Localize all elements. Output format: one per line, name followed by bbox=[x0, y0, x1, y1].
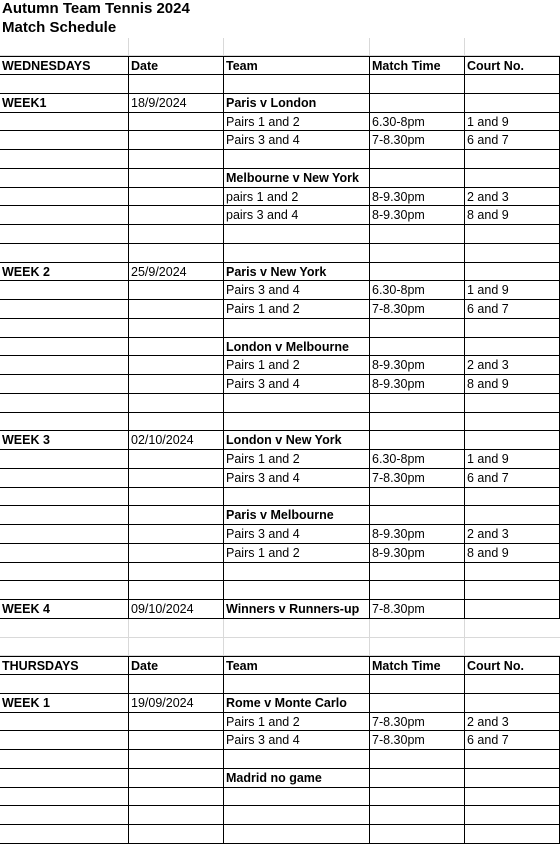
court-cell bbox=[464, 750, 560, 768]
day-cell bbox=[0, 150, 128, 168]
team-cell: Pairs 3 and 4 bbox=[223, 375, 369, 393]
table-row bbox=[0, 731, 560, 750]
court-cell: 6 and 7 bbox=[464, 131, 560, 149]
date-cell bbox=[128, 525, 223, 543]
court-cell bbox=[464, 413, 560, 431]
court-cell: 1 and 9 bbox=[464, 450, 560, 468]
match-time-cell bbox=[369, 694, 464, 712]
thursday-header-day-cell: THURSDAYS bbox=[2, 659, 79, 674]
team-cell bbox=[223, 675, 369, 693]
court-cell: 2 and 3 bbox=[464, 188, 560, 206]
date-cell bbox=[128, 488, 223, 506]
court-cell bbox=[464, 431, 560, 449]
match-time-cell: 8-9.30pm bbox=[369, 356, 464, 374]
court-cell: 1 and 9 bbox=[464, 281, 560, 299]
court-cell: 6 and 7 bbox=[464, 469, 560, 487]
team-cell bbox=[223, 750, 369, 768]
table-row bbox=[0, 113, 560, 132]
team-cell: Paris v New York bbox=[223, 263, 369, 281]
day-cell bbox=[0, 356, 128, 374]
date-cell: 18/9/2024 bbox=[128, 94, 223, 112]
date-cell: 09/10/2024 bbox=[128, 600, 223, 618]
date-cell bbox=[128, 131, 223, 149]
day-cell bbox=[0, 825, 128, 843]
court-cell bbox=[464, 150, 560, 168]
day-cell: WEEK 4 bbox=[2, 602, 50, 616]
team-cell bbox=[223, 488, 369, 506]
date-cell bbox=[128, 75, 223, 93]
day-cell bbox=[0, 731, 128, 749]
court-cell: 2 and 3 bbox=[464, 356, 560, 374]
match-time-cell: 7-8.30pm bbox=[369, 300, 464, 318]
court-cell: 6 and 7 bbox=[464, 300, 560, 318]
day-cell: WEEK 1 bbox=[2, 695, 50, 710]
table-row bbox=[0, 394, 560, 413]
wednesday-header-match-time-cell: Match Time bbox=[369, 57, 464, 74]
date-cell bbox=[128, 675, 223, 693]
court-cell bbox=[464, 263, 560, 281]
court-cell bbox=[464, 806, 560, 824]
date-cell bbox=[128, 225, 223, 243]
date-cell bbox=[128, 506, 223, 524]
match-time-cell: 7-8.30pm bbox=[369, 600, 464, 618]
table-row bbox=[0, 769, 560, 788]
day-cell bbox=[0, 525, 128, 543]
day-cell bbox=[0, 581, 128, 599]
table-row bbox=[0, 506, 560, 525]
day-cell bbox=[0, 450, 128, 468]
court-cell bbox=[464, 600, 560, 618]
date-cell bbox=[128, 188, 223, 206]
day-cell bbox=[0, 113, 128, 131]
court-cell bbox=[464, 694, 560, 712]
sheet-subtitle: Match Schedule bbox=[2, 18, 117, 36]
match-time-cell bbox=[369, 825, 464, 843]
team-cell: Pairs 3 and 4 bbox=[223, 131, 369, 149]
match-time-cell bbox=[369, 263, 464, 281]
court-cell bbox=[464, 169, 560, 187]
day-cell bbox=[0, 713, 128, 731]
team-cell bbox=[223, 563, 369, 581]
day-cell bbox=[0, 281, 128, 299]
table-row bbox=[0, 713, 560, 732]
date-cell bbox=[128, 113, 223, 131]
court-cell: 8 and 9 bbox=[464, 375, 560, 393]
thursday-header-court-cell: Court No. bbox=[464, 657, 560, 674]
court-cell bbox=[464, 244, 560, 262]
team-cell: pairs 3 and 4 bbox=[223, 206, 369, 224]
table-row bbox=[0, 544, 560, 563]
table-row bbox=[0, 338, 560, 357]
day-cell: WEEK1 bbox=[2, 95, 47, 110]
thursday-header-match-time-cell: Match Time bbox=[369, 657, 464, 674]
day-cell bbox=[0, 506, 128, 524]
table-row bbox=[0, 263, 560, 282]
day-cell bbox=[0, 300, 128, 318]
table-row bbox=[0, 75, 560, 94]
match-time-cell bbox=[369, 338, 464, 356]
court-cell bbox=[464, 788, 560, 806]
team-cell bbox=[223, 413, 369, 431]
date-cell bbox=[128, 806, 223, 824]
wednesday-header-day-cell: WEDNESDAYS bbox=[2, 59, 91, 74]
table-row bbox=[0, 169, 560, 188]
date-cell bbox=[128, 319, 223, 337]
table-row bbox=[0, 750, 560, 769]
team-cell: London v Melbourne bbox=[223, 338, 369, 356]
day-cell bbox=[0, 244, 128, 262]
match-time-cell: 7-8.30pm bbox=[369, 713, 464, 731]
match-time-cell bbox=[369, 506, 464, 524]
date-cell bbox=[128, 544, 223, 562]
match-time-cell bbox=[369, 319, 464, 337]
date-cell bbox=[128, 825, 223, 843]
thursday-header-date-cell: Date bbox=[128, 657, 223, 674]
match-time-cell bbox=[369, 94, 464, 112]
date-cell: 25/9/2024 bbox=[128, 263, 223, 281]
date-cell bbox=[128, 281, 223, 299]
match-time-cell bbox=[369, 169, 464, 187]
table-row bbox=[0, 563, 560, 582]
match-time-cell bbox=[369, 750, 464, 768]
date-cell bbox=[128, 413, 223, 431]
day-cell bbox=[0, 75, 128, 93]
court-cell: 8 and 9 bbox=[464, 206, 560, 224]
date-cell: 19/09/2024 bbox=[128, 694, 223, 712]
table-row bbox=[0, 150, 560, 169]
match-time-cell: 8-9.30pm bbox=[369, 525, 464, 543]
table-row bbox=[0, 806, 560, 825]
day-cell bbox=[0, 563, 128, 581]
table-row bbox=[0, 281, 560, 300]
court-cell bbox=[464, 675, 560, 693]
match-time-cell bbox=[369, 563, 464, 581]
match-time-cell bbox=[369, 769, 464, 787]
match-time-cell: 8-9.30pm bbox=[369, 544, 464, 562]
court-cell: 2 and 3 bbox=[464, 525, 560, 543]
team-cell bbox=[223, 788, 369, 806]
table-row bbox=[0, 469, 560, 488]
team-cell: Pairs 3 and 4 bbox=[223, 469, 369, 487]
day-cell: WEEK 2 bbox=[2, 264, 50, 279]
day-cell bbox=[0, 225, 128, 243]
court-cell bbox=[464, 394, 560, 412]
court-cell: 6 and 7 bbox=[464, 731, 560, 749]
table-row bbox=[0, 525, 560, 544]
spacer-row bbox=[0, 38, 560, 57]
thursday-section bbox=[0, 656, 560, 844]
table-row bbox=[0, 131, 560, 150]
date-cell bbox=[128, 450, 223, 468]
match-time-cell: 8-9.30pm bbox=[369, 188, 464, 206]
team-cell: Pairs 1 and 2 bbox=[223, 356, 369, 374]
day-cell bbox=[0, 169, 128, 187]
date-cell: 02/10/2024 bbox=[128, 431, 223, 449]
day-cell bbox=[0, 338, 128, 356]
day-cell bbox=[0, 188, 128, 206]
day-cell bbox=[0, 131, 128, 149]
match-time-cell bbox=[369, 225, 464, 243]
team-cell: Melbourne v New York bbox=[223, 169, 369, 187]
team-cell: Pairs 3 and 4 bbox=[223, 525, 369, 543]
match-time-cell bbox=[369, 675, 464, 693]
court-cell bbox=[464, 488, 560, 506]
team-cell: Rome v Monte Carlo bbox=[223, 694, 369, 712]
date-cell bbox=[128, 713, 223, 731]
team-cell bbox=[223, 244, 369, 262]
day-cell bbox=[0, 413, 128, 431]
court-cell bbox=[464, 825, 560, 843]
match-time-cell: 7-8.30pm bbox=[369, 469, 464, 487]
date-cell bbox=[128, 394, 223, 412]
match-time-cell: 8-9.30pm bbox=[369, 375, 464, 393]
match-time-cell bbox=[369, 244, 464, 262]
match-time-cell bbox=[369, 394, 464, 412]
spacer-row bbox=[0, 619, 560, 638]
table-row bbox=[0, 300, 560, 319]
court-cell: 2 and 3 bbox=[464, 713, 560, 731]
day-cell bbox=[0, 469, 128, 487]
date-cell bbox=[128, 300, 223, 318]
match-time-cell bbox=[369, 413, 464, 431]
date-cell bbox=[128, 338, 223, 356]
day-cell bbox=[0, 319, 128, 337]
team-cell: Pairs 3 and 4 bbox=[223, 731, 369, 749]
table-row bbox=[0, 319, 560, 338]
match-time-cell: 7-8.30pm bbox=[369, 731, 464, 749]
court-cell bbox=[464, 319, 560, 337]
day-cell bbox=[0, 806, 128, 824]
match-time-cell: 6.30-8pm bbox=[369, 450, 464, 468]
table-row bbox=[0, 356, 560, 375]
date-cell bbox=[128, 581, 223, 599]
team-cell: London v New York bbox=[223, 431, 369, 449]
team-cell bbox=[223, 150, 369, 168]
match-time-cell: 8-9.30pm bbox=[369, 206, 464, 224]
day-cell bbox=[0, 750, 128, 768]
team-cell: Pairs 1 and 2 bbox=[223, 713, 369, 731]
team-cell bbox=[223, 225, 369, 243]
team-cell bbox=[223, 806, 369, 824]
match-time-cell bbox=[369, 431, 464, 449]
team-cell bbox=[223, 319, 369, 337]
table-row bbox=[0, 581, 560, 600]
table-row bbox=[0, 431, 560, 450]
wednesday-header-row bbox=[0, 56, 560, 75]
date-cell bbox=[128, 375, 223, 393]
wednesday-header-date-cell: Date bbox=[128, 57, 223, 74]
title-row bbox=[0, 0, 560, 19]
day-cell bbox=[0, 488, 128, 506]
match-time-cell bbox=[369, 806, 464, 824]
court-cell bbox=[464, 94, 560, 112]
date-cell bbox=[128, 788, 223, 806]
match-time-cell: 6.30-8pm bbox=[369, 113, 464, 131]
court-cell: 8 and 9 bbox=[464, 544, 560, 562]
table-row bbox=[0, 450, 560, 469]
date-cell bbox=[128, 244, 223, 262]
subtitle-row bbox=[0, 19, 560, 38]
match-time-cell: 7-8.30pm bbox=[369, 131, 464, 149]
table-row bbox=[0, 600, 560, 619]
match-time-cell bbox=[369, 581, 464, 599]
match-time-cell: 6.30-8pm bbox=[369, 281, 464, 299]
team-cell: Pairs 3 and 4 bbox=[223, 281, 369, 299]
team-cell: Madrid no game bbox=[223, 769, 369, 787]
date-cell bbox=[128, 750, 223, 768]
spacer-row bbox=[0, 638, 560, 657]
court-cell bbox=[464, 563, 560, 581]
table-row bbox=[0, 206, 560, 225]
sheet-title: Autumn Team Tennis 2024 bbox=[2, 0, 190, 17]
match-time-cell bbox=[369, 75, 464, 93]
wednesday-header-court-cell: Court No. bbox=[464, 57, 560, 74]
wednesday-section bbox=[0, 56, 560, 619]
table-row bbox=[0, 488, 560, 507]
team-cell: Winners v Runners-up bbox=[223, 600, 369, 618]
day-cell bbox=[0, 675, 128, 693]
table-row bbox=[0, 413, 560, 432]
team-cell: Paris v London bbox=[223, 94, 369, 112]
court-cell bbox=[464, 506, 560, 524]
day-cell bbox=[0, 544, 128, 562]
date-cell bbox=[128, 356, 223, 374]
match-time-cell bbox=[369, 488, 464, 506]
date-cell bbox=[128, 563, 223, 581]
table-row bbox=[0, 694, 560, 713]
team-cell bbox=[223, 75, 369, 93]
day-cell bbox=[0, 769, 128, 787]
court-cell bbox=[464, 581, 560, 599]
table-row bbox=[0, 375, 560, 394]
wednesday-header-team-cell: Team bbox=[223, 57, 369, 74]
thursday-header-team-cell: Team bbox=[223, 657, 369, 674]
day-cell bbox=[0, 788, 128, 806]
date-cell bbox=[128, 469, 223, 487]
table-row bbox=[0, 788, 560, 807]
day-cell bbox=[0, 375, 128, 393]
date-cell bbox=[128, 769, 223, 787]
table-row bbox=[0, 188, 560, 207]
date-cell bbox=[128, 206, 223, 224]
thursday-header-row bbox=[0, 656, 560, 675]
table-row bbox=[0, 244, 560, 263]
day-cell bbox=[0, 206, 128, 224]
date-cell bbox=[128, 169, 223, 187]
table-row bbox=[0, 225, 560, 244]
match-time-cell bbox=[369, 788, 464, 806]
day-cell bbox=[0, 394, 128, 412]
date-cell bbox=[128, 731, 223, 749]
table-row bbox=[0, 94, 560, 113]
team-cell: Pairs 1 and 2 bbox=[223, 300, 369, 318]
date-cell bbox=[128, 150, 223, 168]
court-cell bbox=[464, 225, 560, 243]
team-cell: pairs 1 and 2 bbox=[223, 188, 369, 206]
team-cell bbox=[223, 394, 369, 412]
team-cell bbox=[223, 581, 369, 599]
team-cell: Pairs 1 and 2 bbox=[223, 450, 369, 468]
court-cell: 1 and 9 bbox=[464, 113, 560, 131]
team-cell: Paris v Melbourne bbox=[223, 506, 369, 524]
team-cell: Pairs 1 and 2 bbox=[223, 113, 369, 131]
team-cell bbox=[223, 825, 369, 843]
court-cell bbox=[464, 338, 560, 356]
court-cell bbox=[464, 75, 560, 93]
team-cell: Pairs 1 and 2 bbox=[223, 544, 369, 562]
match-time-cell bbox=[369, 150, 464, 168]
day-cell: WEEK 3 bbox=[2, 433, 50, 448]
court-cell bbox=[464, 769, 560, 787]
table-row bbox=[0, 675, 560, 694]
table-row bbox=[0, 825, 560, 844]
